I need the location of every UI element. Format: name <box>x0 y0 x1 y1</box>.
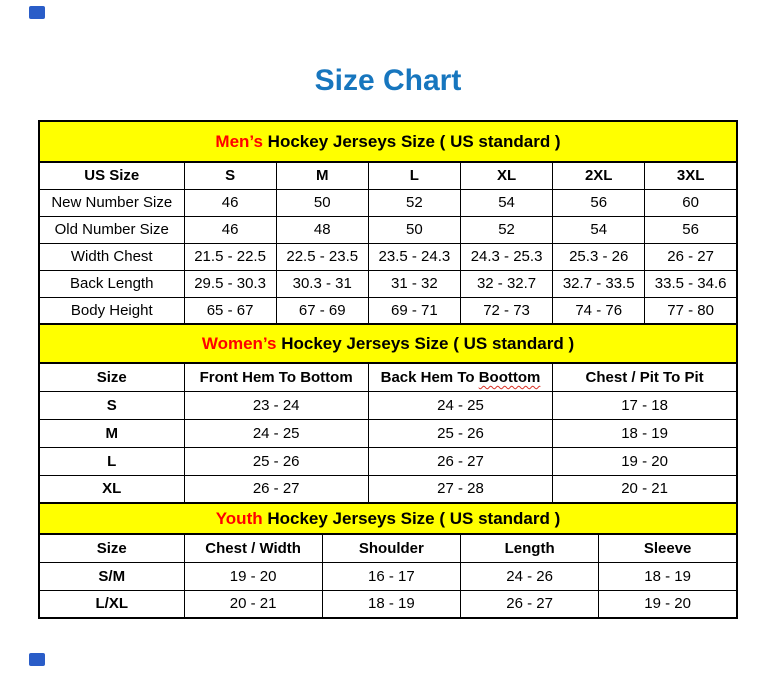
size-value-cell: 33.5 - 34.6 <box>645 270 737 297</box>
size-value-cell: 46 <box>184 216 276 243</box>
row-label: Back Length <box>39 270 184 297</box>
column-header: S <box>184 162 276 189</box>
row-label: Old Number Size <box>39 216 184 243</box>
table-row <box>39 419 737 447</box>
size-value-cell: 16 - 17 <box>322 562 460 590</box>
size-value-cell: 77 - 80 <box>645 297 737 324</box>
column-header: Chest / Width <box>184 534 322 562</box>
youth-header-row <box>39 534 737 562</box>
youth-band-highlight: Youth <box>215 508 263 528</box>
table-row <box>39 447 737 475</box>
womens-band-title <box>39 324 737 363</box>
size-value-cell: 56 <box>645 216 737 243</box>
row-label: M <box>39 419 184 447</box>
column-header <box>368 363 552 391</box>
column-header: XL <box>460 162 552 189</box>
blue-marker-bottom <box>29 653 45 666</box>
column-header: Size <box>39 363 184 391</box>
size-value-cell: 18 - 19 <box>599 562 737 590</box>
size-value-cell: 54 <box>553 216 645 243</box>
row-label: XL <box>39 475 184 503</box>
size-value-cell: 52 <box>368 189 460 216</box>
size-value-cell: 24.3 - 25.3 <box>460 243 552 270</box>
column-header: US Size <box>39 162 184 189</box>
row-label: L/XL <box>39 590 184 618</box>
column-header: Sleeve <box>599 534 737 562</box>
size-value-cell: 74 - 76 <box>553 297 645 324</box>
size-value-cell: 18 - 19 <box>553 419 737 447</box>
column-header: Shoulder <box>322 534 460 562</box>
womens-band-text: Hockey Jerseys Size ( US standard ) <box>276 333 575 353</box>
column-header: Length <box>461 534 599 562</box>
size-value-cell: 26 - 27 <box>184 475 368 503</box>
mens-band-title <box>39 121 737 162</box>
table-row <box>39 475 737 503</box>
row-label: S <box>39 391 184 419</box>
table-row <box>39 391 737 419</box>
row-label: S/M <box>39 562 184 590</box>
size-value-cell: 19 - 20 <box>599 590 737 618</box>
size-value-cell: 60 <box>645 189 737 216</box>
size-value-cell: 69 - 71 <box>368 297 460 324</box>
size-value-cell: 24 - 26 <box>461 562 599 590</box>
size-value-cell: 48 <box>276 216 368 243</box>
size-value-cell: 25 - 26 <box>184 447 368 475</box>
size-value-cell: 32.7 - 33.5 <box>553 270 645 297</box>
column-header: M <box>276 162 368 189</box>
table-row <box>39 297 737 324</box>
misspelled-word: Boottom <box>478 368 541 386</box>
womens-band-row <box>39 324 737 363</box>
mens-header-row <box>39 162 737 189</box>
mens-band-text: Hockey Jerseys Size ( US standard ) <box>262 131 561 151</box>
size-value-cell: 72 - 73 <box>460 297 552 324</box>
size-value-cell: 46 <box>184 189 276 216</box>
size-value-cell: 19 - 20 <box>184 562 322 590</box>
womens-size-table <box>38 323 738 504</box>
size-value-cell: 50 <box>368 216 460 243</box>
mens-size-table <box>38 120 738 325</box>
table-row <box>39 562 737 590</box>
size-chart-tables <box>38 120 738 619</box>
column-header-text: Back Hem To <box>380 368 479 386</box>
size-value-cell: 26 - 27 <box>645 243 737 270</box>
column-header: 2XL <box>553 162 645 189</box>
size-value-cell: 67 - 69 <box>276 297 368 324</box>
youth-band-title <box>39 503 737 534</box>
size-value-cell: 29.5 - 30.3 <box>184 270 276 297</box>
blue-marker-top <box>29 6 45 19</box>
table-row <box>39 189 737 216</box>
size-value-cell: 31 - 32 <box>368 270 460 297</box>
size-value-cell: 52 <box>460 216 552 243</box>
womens-header-row <box>39 363 737 391</box>
table-row <box>39 243 737 270</box>
size-value-cell: 21.5 - 22.5 <box>184 243 276 270</box>
size-value-cell: 54 <box>460 189 552 216</box>
size-value-cell: 22.5 - 23.5 <box>276 243 368 270</box>
row-label: L <box>39 447 184 475</box>
table-row <box>39 590 737 618</box>
row-label: Width Chest <box>39 243 184 270</box>
youth-size-table <box>38 502 738 619</box>
youth-band-row <box>39 503 737 534</box>
size-value-cell: 20 - 21 <box>184 590 322 618</box>
row-label: New Number Size <box>39 189 184 216</box>
column-header: 3XL <box>645 162 737 189</box>
table-row <box>39 270 737 297</box>
size-value-cell: 50 <box>276 189 368 216</box>
size-value-cell: 32 - 32.7 <box>460 270 552 297</box>
size-value-cell: 19 - 20 <box>553 447 737 475</box>
size-value-cell: 18 - 19 <box>322 590 460 618</box>
size-value-cell: 24 - 25 <box>368 391 552 419</box>
size-value-cell: 23.5 - 24.3 <box>368 243 460 270</box>
size-value-cell: 56 <box>553 189 645 216</box>
column-header: Size <box>39 534 184 562</box>
youth-band-text: Hockey Jerseys Size ( US standard ) <box>262 508 561 528</box>
size-value-cell: 24 - 25 <box>184 419 368 447</box>
row-label: Body Height <box>39 297 184 324</box>
size-value-cell: 26 - 27 <box>461 590 599 618</box>
column-header: L <box>368 162 460 189</box>
size-value-cell: 23 - 24 <box>184 391 368 419</box>
page-title: Size Chart <box>314 64 462 97</box>
size-value-cell: 17 - 18 <box>553 391 737 419</box>
size-value-cell: 25.3 - 26 <box>553 243 645 270</box>
column-header: Chest / Pit To Pit <box>553 363 737 391</box>
size-value-cell: 27 - 28 <box>368 475 552 503</box>
size-value-cell: 30.3 - 31 <box>276 270 368 297</box>
size-value-cell: 65 - 67 <box>184 297 276 324</box>
womens-band-highlight: Women’s <box>201 333 277 353</box>
mens-band-row <box>39 121 737 162</box>
size-value-cell: 20 - 21 <box>553 475 737 503</box>
mens-band-highlight: Men’s <box>215 131 263 151</box>
size-value-cell: 25 - 26 <box>368 419 552 447</box>
table-row <box>39 216 737 243</box>
size-value-cell: 26 - 27 <box>368 447 552 475</box>
column-header: Front Hem To Bottom <box>184 363 368 391</box>
